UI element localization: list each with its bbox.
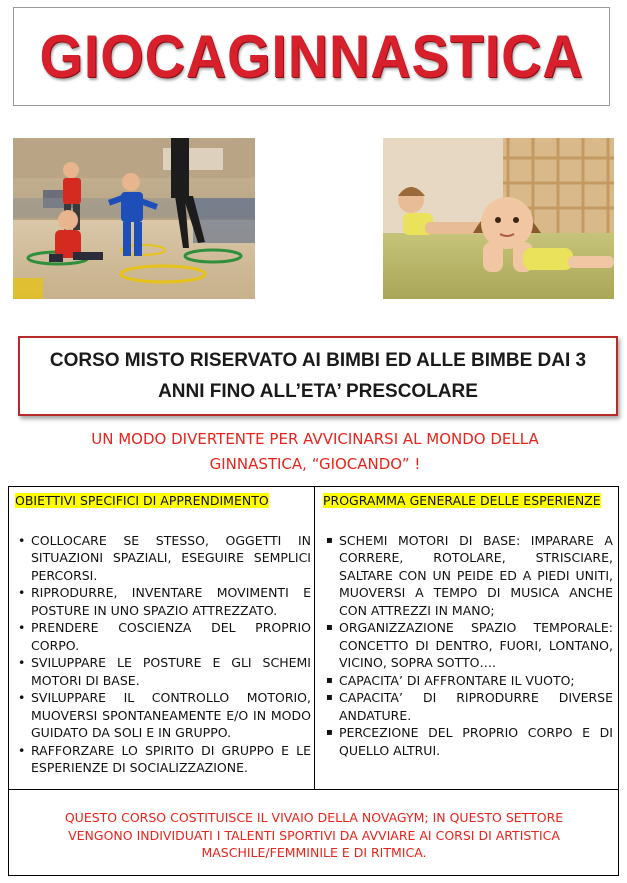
program-item: ▪ PERCEZIONE DEL PROPRIO CORPO E DI QUELLO ALTRUI. <box>323 724 613 759</box>
column-divider <box>314 487 315 789</box>
children-gym-hoops-icon <box>13 138 255 299</box>
objective-item: • PRENDERE COSCIENZA DEL PROPRIO CORPO. <box>15 619 311 654</box>
footer-note <box>29 809 599 862</box>
row-divider <box>9 789 618 790</box>
objectives-list <box>15 532 311 777</box>
objective-item: • RIPRODURRE, INVENTARE MOVIMENTI E POSTURE IN UNO SPAZIO ATTREZZATO. <box>15 584 311 619</box>
course-description <box>38 345 598 407</box>
program-heading: PROGRAMMA GENERALE DELLE ESPERIENZE <box>323 493 601 508</box>
photo-child-stretching <box>383 138 614 299</box>
content-table <box>8 486 619 876</box>
course-line-1: CORSO MISTO RISERVATO AI BIMBI ED ALLE BIMBE DAI 3 <box>49 350 587 371</box>
photo-children-gym <box>13 138 255 299</box>
child-stretching-icon <box>383 138 614 299</box>
program-item: ▪ SCHEMI MOTORI DI BASE: IMPARARE A CORRERE, ROTOLARE, STRISCIARE, SALTARE CON UN PEIDE ED A PIEDI UNITI, MUOVERSI A TEMPO DI MUSICA ANCHE CON ATTREZZI IN MANO; <box>323 532 613 620</box>
program-list <box>323 532 613 760</box>
objective-item: • COLLOCARE SE STESSO, OGGETTI IN SITUAZIONI SPAZIALI, ESEGUIRE SEMPLICI PERCORSI. <box>15 532 311 585</box>
objective-item: • SVILUPPARE IL CONTROLLO MOTORIO, MUOVERSI SPONTANEAMENTE E/O IN MODO GUIDATO DA SOLI E IN GRUPPO. <box>15 689 311 742</box>
footer-line-2: VENGONO INDIVIDUATI I TALENTI SPORTIVI DA AVVIARE AI CORSI DI ARTISTICA <box>68 827 560 843</box>
footer-line-3: MASCHILE/FEMMINILE E DI RITMICA. <box>201 845 427 860</box>
objective-item: • RAFFORZARE LO SPIRITO DI GRUPPO E LE ESPERIENZE DI SOCIALIZZAZIONE. <box>15 742 311 777</box>
tagline <box>40 427 590 477</box>
program-item: ▪ CAPACITA’ DI AFFRONTARE IL VUOTO; <box>323 672 613 690</box>
program-item: ▪ CAPACITA’ DI RIPRODURRE DIVERSE ANDATURE. <box>323 689 613 724</box>
objectives-column <box>15 492 311 777</box>
tagline-line-1: UN MODO DIVERTENTE PER AVVICINARSI AL MONDO DELLA <box>91 430 539 448</box>
course-info-box <box>18 336 618 416</box>
course-line-2: ANNI FINO ALL’ETA’ PRESCOLARE <box>158 381 478 402</box>
program-item: ▪ ORGANIZZAZIONE SPAZIO TEMPORALE: CONCETTO DI DENTRO, FUORI, LONTANO, VICINO, SOPRA SOTTO…. <box>323 619 613 672</box>
program-column <box>323 492 613 759</box>
page-title: GIOCAGINNASTICA <box>39 23 584 90</box>
title-banner <box>13 7 610 106</box>
footer-line-1: QUESTO CORSO COSTITUISCE IL VIVAIO DELLA NOVAGYM; IN QUESTO SETTORE <box>64 810 564 825</box>
objective-item: • SVILUPPARE LE POSTURE E GLI SCHEMI MOTORI DI BASE. <box>15 654 311 689</box>
objectives-heading: OBIETTIVI SPECIFICI DI APPRENDIMENTO <box>15 493 269 508</box>
tagline-line-2: GINNASTICA, “GIOCANDO” ! <box>209 455 421 473</box>
